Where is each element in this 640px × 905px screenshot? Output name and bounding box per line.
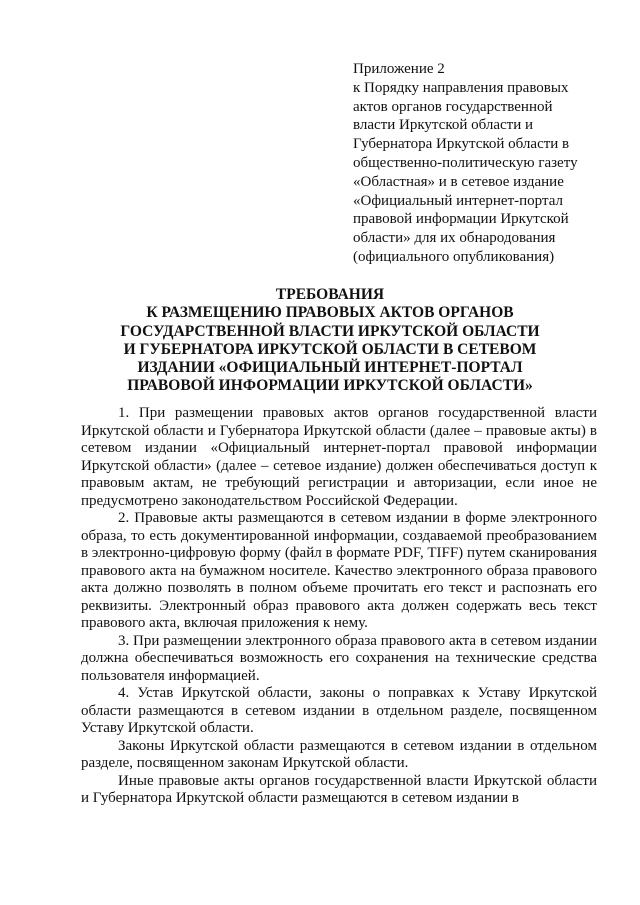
appendix-line: актов органов государственной <box>353 98 553 115</box>
document-title <box>60 286 600 396</box>
title-line: ГОСУДАРСТВЕННОЙ ВЛАСТИ ИРКУТСКОЙ ОБЛАСТИ <box>120 322 540 340</box>
appendix-line: общественно-политическую газету <box>353 154 578 171</box>
title-line: ИЗДАНИИ «ОФИЦИАЛЬНЫЙ ИНТЕРНЕТ-ПОРТАЛ <box>137 359 523 377</box>
appendix-line: области» для их обнародования <box>353 230 556 247</box>
appendix-line: «Официальный интернет-портал <box>353 192 563 209</box>
appendix-line: власти Иркутской области и <box>353 117 534 134</box>
paragraph: 2. Правовые акты размещаются в сетевом издании в форме электронного образа, то есть документированной информации, создаваемой преобразованием в электронно-цифровую форму (файл в формате PDF, TIFF) путем сканирования правового акта на бумажном носителе. Качество электронного образа правового акта должно позволять в полном объеме прочитать его текст и распознать его реквизиты. Электронный образ правового акта должен содержать весь текст правового акта, включая приложения к нему. <box>81 510 597 631</box>
appendix-line: «Областная» и в сетевое издание <box>353 173 564 190</box>
title-line: К РАЗМЕЩЕНИЮ ПРАВОВЫХ АКТОВ ОРГАНОВ <box>146 304 514 322</box>
appendix-line: правовой информации Иркутской <box>353 211 569 228</box>
paragraph: Иные правовые акты органов государственной власти Иркутской области и Губернатора Иркутской области размещаются в сетевом издании в <box>81 772 597 806</box>
document-body <box>81 405 597 808</box>
paragraph: 4. Устав Иркутской области, законы о поправках к Уставу Иркутской области размещаются в сетевом издании в отдельном разделе, посвященном Уставу Иркутской области. <box>81 685 597 736</box>
paragraph: 3. При размещении электронного образа правового акта в сетевом издании должна обеспечиваться возможность его сохранения на технические средства пользователя информацией. <box>81 632 597 684</box>
appendix-line: к Порядку направления правовых <box>353 79 569 96</box>
paragraph: Законы Иркутской области размещаются в сетевом издании в отдельном разделе, посвященном законам Иркутской области. <box>81 737 597 771</box>
appendix-line: Приложение 2 <box>353 61 445 77</box>
appendix-line: Губернатора Иркутской области в <box>353 136 570 153</box>
title-line: И ГУБЕРНАТОРА ИРКУТСКОЙ ОБЛАСТИ В СЕТЕВОМ <box>123 340 537 358</box>
title-line: ТРЕБОВАНИЯ <box>275 286 385 303</box>
title-line: ПРАВОВОЙ ИНФОРМАЦИИ ИРКУТСКОЙ ОБЛАСТИ» <box>127 377 533 395</box>
appendix-header <box>353 60 603 267</box>
appendix-line: (официального опубликования) <box>353 248 555 265</box>
paragraph: 1. При размещении правовых актов органов государственной власти Иркутской области и Губернатора Иркутской области (далее – правовые акты) в сетевом издании «Официальный интернет-портал правовой информации Иркутской области» (далее – сетевое издание) должен обеспечиваться доступ к правовым актам, не требующий регистрации и авторизации, если иное не предусмотрено законодательством Российской Федерации. <box>81 405 597 509</box>
